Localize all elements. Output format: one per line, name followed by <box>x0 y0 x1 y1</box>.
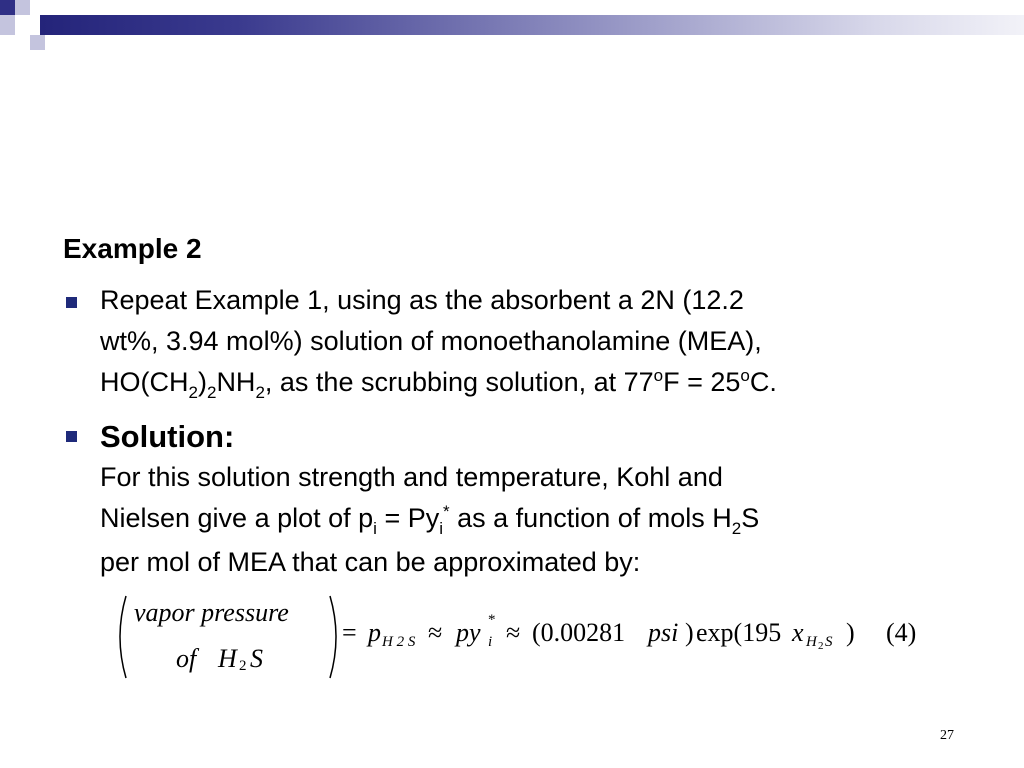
text-line: $HO(CH_2)_2NH_2$, as the scrubbing solution, at $77^oF = 25^oC$. <box>100 366 777 402</box>
eq-exp: exp(195 <box>696 618 782 647</box>
slide-title: Example 2 <box>63 233 202 264</box>
equation-4 <box>114 592 934 682</box>
solution-heading: Solution: <box>100 419 235 454</box>
eq-lhs-h: H <box>218 644 237 673</box>
eq-lhs-of: of <box>176 644 197 673</box>
header-square <box>30 15 40 35</box>
header-square <box>15 0 30 15</box>
eq-x-sub: H <box>806 634 817 650</box>
eq-x: x <box>792 618 804 647</box>
eq-p-sub: H 2 S <box>382 634 416 650</box>
eq-p: p <box>368 618 381 647</box>
bullet-square-icon <box>66 297 77 308</box>
eq-py-sub: i <box>488 634 493 650</box>
eq-py-sup: * <box>488 612 496 628</box>
text-line: per mol of MEA that can be approximated by: <box>100 547 641 577</box>
equation-number: (4) <box>886 618 917 647</box>
eq-unit: psi <box>648 618 679 647</box>
header-square <box>0 0 15 15</box>
eq-lhs-top: vapor pressure <box>134 598 289 627</box>
eq-lhs-s: S <box>250 644 263 673</box>
eq-x-sub2: 2 <box>818 640 824 652</box>
bullet-problem-statement <box>100 280 980 406</box>
eq-py: py <box>456 618 481 647</box>
text-line: Nielsen give a plot of $p_i = Py_i^*$ as a function of mols $H_2S$ <box>100 502 760 538</box>
eq-equals: = <box>342 618 357 647</box>
header-gradient-bar <box>40 15 1024 35</box>
bullet-square-icon <box>66 431 77 442</box>
text-line: wt%, 3.94 mol%) solution of monoethanolamine (MEA), <box>100 326 762 356</box>
bullet-solution <box>100 416 980 583</box>
header-square <box>30 35 45 50</box>
header-square <box>0 15 15 35</box>
text-line: Repeat Example 1, using as the absorbent a 2N (12.2 <box>100 285 744 315</box>
eq-coef-close: ) <box>685 618 694 647</box>
eq-x-sub3: S <box>825 634 833 650</box>
eq-coefficient: (0.00281 <box>532 618 626 647</box>
eq-exp-close: ) <box>846 618 855 647</box>
eq-approx: ≈ <box>428 618 443 647</box>
text-line: For this solution strength and temperature, Kohl and <box>100 462 723 492</box>
header-square <box>15 15 30 35</box>
page-number: 27 <box>940 728 954 743</box>
header-square <box>30 0 45 15</box>
eq-lhs-sub: 2 <box>239 658 247 674</box>
header-decoration <box>0 0 1024 60</box>
eq-approx: ≈ <box>506 618 521 647</box>
